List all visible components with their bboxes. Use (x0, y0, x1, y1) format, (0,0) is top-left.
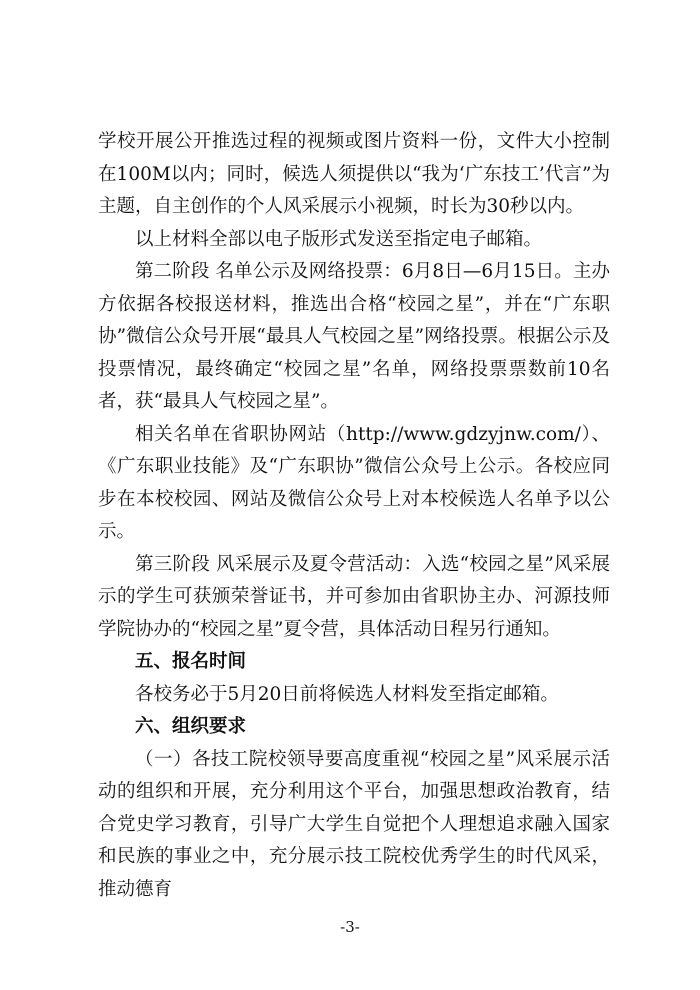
paragraph-organization-one: （一）各技工院校领导要高度重视“校园之星”风采展示活动的组织和开展，充分利用这个平台，加强思想政治教育，结合党史学习教育，引导广大学生自觉把个人理想追求融入国家和民族的事业之中，充分展示技工院校优秀学生的时代风采，推动德育 (98, 748, 610, 900)
paragraph-registration-deadline: 各校务必于5月20日前将候选人材料发至指定邮箱。 (135, 683, 559, 705)
heading-organization-requirements: 六、组织要求 (135, 716, 247, 737)
paragraph-stage-three: 第三阶段 风采展示及夏令营活动：入选“校园之星”风采展示的学生可获颁荣誉证书，并可参加由省职协主办、河源技师学院协办的“校园之星”夏令营，具体活动日程另行通知。 (98, 553, 610, 640)
heading-registration-time: 五、报名时间 (135, 651, 247, 672)
paragraph-stage-two: 第二阶段 名单公示及网络投票：6月8日—6月15日。主办方依据各校报送材料，推选出合格“校园之星”，并在“广东职协”微信公众号开展“最具人气校园之星”网络投票。根据公示及投票情况，最终确定“校园之星”名单，网络投票票数前10名者，获“最具人气校园之星”。 (98, 261, 610, 412)
paragraph-publicity: 相关名单在省职协网站（http://www.gdzyjnw.com/）、《广东职业技能》及“广东职协”微信公众号上公示。各校应同步在本校校园、网站及微信公众号上对本校候选人名单予以公示。 (98, 423, 610, 542)
document-body (98, 126, 610, 906)
paragraph-materials-requirement: 学校开展公开推选过程的视频或图片资料一份，文件大小控制在100M以内；同时，候选人须提供以“我为‘广东技工’代言”为主题，自主创作的个人风采展示小视频，时长为30秒以内。 (98, 131, 610, 217)
paragraph-email-submission: 以上材料全部以电子版形式发送至指定电子邮箱。 (135, 228, 543, 250)
page-number: -3- (340, 918, 360, 936)
